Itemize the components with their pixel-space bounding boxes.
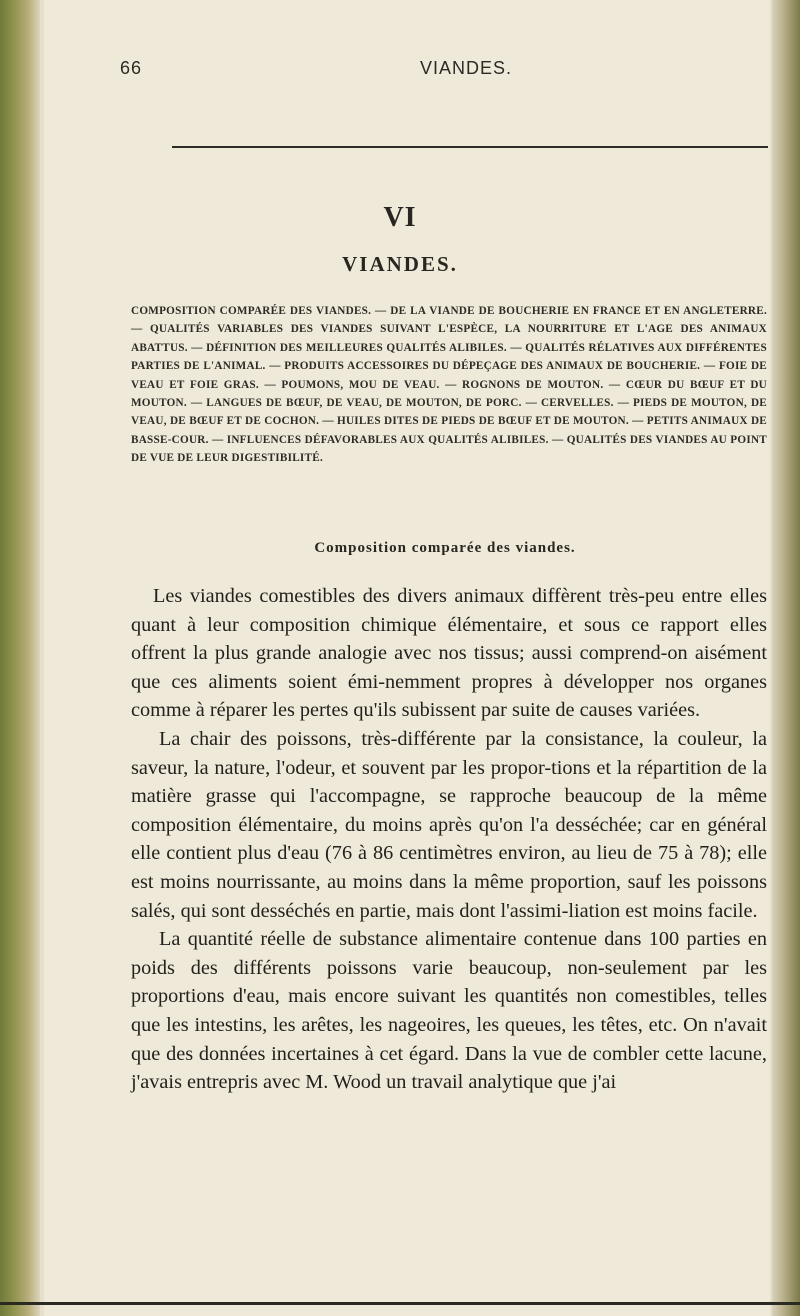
page-number: 66	[120, 58, 143, 78]
chapter-summary: COMPOSITION COMPARÉE DES VIANDES. — DE LA VIANDE DE BOUCHERIE EN FRANCE ET EN ANGLETERRE. — QUALITÉS VARIABLES DES VIANDES SUIVANT L'ESPÈCE, LA NOURRITURE ET L'AGE DES ANIMAUX ABATTUS. — DÉFINITION DES MEILLEURES QUALITÉS ALIBILES. — QUALITÉS RÉLATIVES AUX DIFFÉRENTES PARTIES DE L'ANIMAL. — PRODUITS ACCESSOIRES DU DÉPEÇAGE DES ANIMAUX DE BOUCHERIE. — FOIE DE VEAU ET FOIE GRAS. — POUMONS, MOU DE VEAU. — ROGNONS DE MOUTON. — CŒUR DU BŒUF ET DU MOUTON. — LANGUES DE BŒUF, DE VEAU, DE MOUTON, DE PORC. — CERVELLES. — PIEDS DE MOUTON, DE VEAU, DE BŒUF ET DE COCHON. — HUILES DITES DE PIEDS DE BŒUF ET DE MOUTON. — PETITS ANIMAUX DE BASSE-COUR. — INFLUENCES DÉFAVORABLES AUX QUALITÉS ALIBILES. — QUALITÉS DES VIANDES AU POINT DE VUE DE LEUR DIGESTIBILITÉ.	[131, 305, 767, 465]
page-right-edge	[772, 0, 800, 1316]
bottom-edge-rule	[0, 1302, 800, 1305]
body-text	[131, 582, 767, 1097]
running-title: VIANDES.	[420, 58, 513, 78]
book-spine-edge	[0, 0, 40, 1316]
section-heading: Composition comparée des viandes.	[314, 540, 576, 556]
chapter-title: VIANDES.	[342, 252, 458, 276]
paragraph-1: Les viandes comestibles des divers animaux diffèrent très-peu entre elles quant à leur composition chimique élémentaire, et sous ce rapport elles offrent la plus grande analogie avec nos tissus; aussi comprend-on aisément que ces aliments soient émi-nemment propres à développer nos organes comme à réparer les pertes qu'ils subissent par suite de causes variées.	[131, 585, 767, 722]
paragraph-3: La quantité réelle de substance alimentaire contenue dans 100 parties en poids des différents poissons varie beaucoup, non-seulement par les proportions d'eau, mais encore suivant les quantités non comestibles, telles que les intestins, les arêtes, les nageoires, les queues, les têtes, etc. On n'avait que des données incertaines à cet égard. Dans la vue de combler cette lacune, j'avais entrepris avec M. Wood un travail analytique que j'ai	[131, 928, 767, 1094]
chapter-number: VI	[383, 202, 417, 233]
paragraph-2: La chair des poissons, très-différente par la consistance, la couleur, la saveur, la nature, l'odeur, et souvent par les propor-tions et la répartition de la matière grasse qui l'accompagne, se rapproche beaucoup de la même composition élémentaire, du moins après qu'on l'a desséchée; car en général elle contient plus d'eau (76 à 86 centimètres environ, au lieu de 75 à 78); elle est moins nourrissante, au moins dans la même proportion, sauf les poissons salés, qui sont desséchés en partie, mais dont l'assimi-liation est moins facile.	[131, 727, 767, 922]
header-rule	[172, 146, 768, 148]
